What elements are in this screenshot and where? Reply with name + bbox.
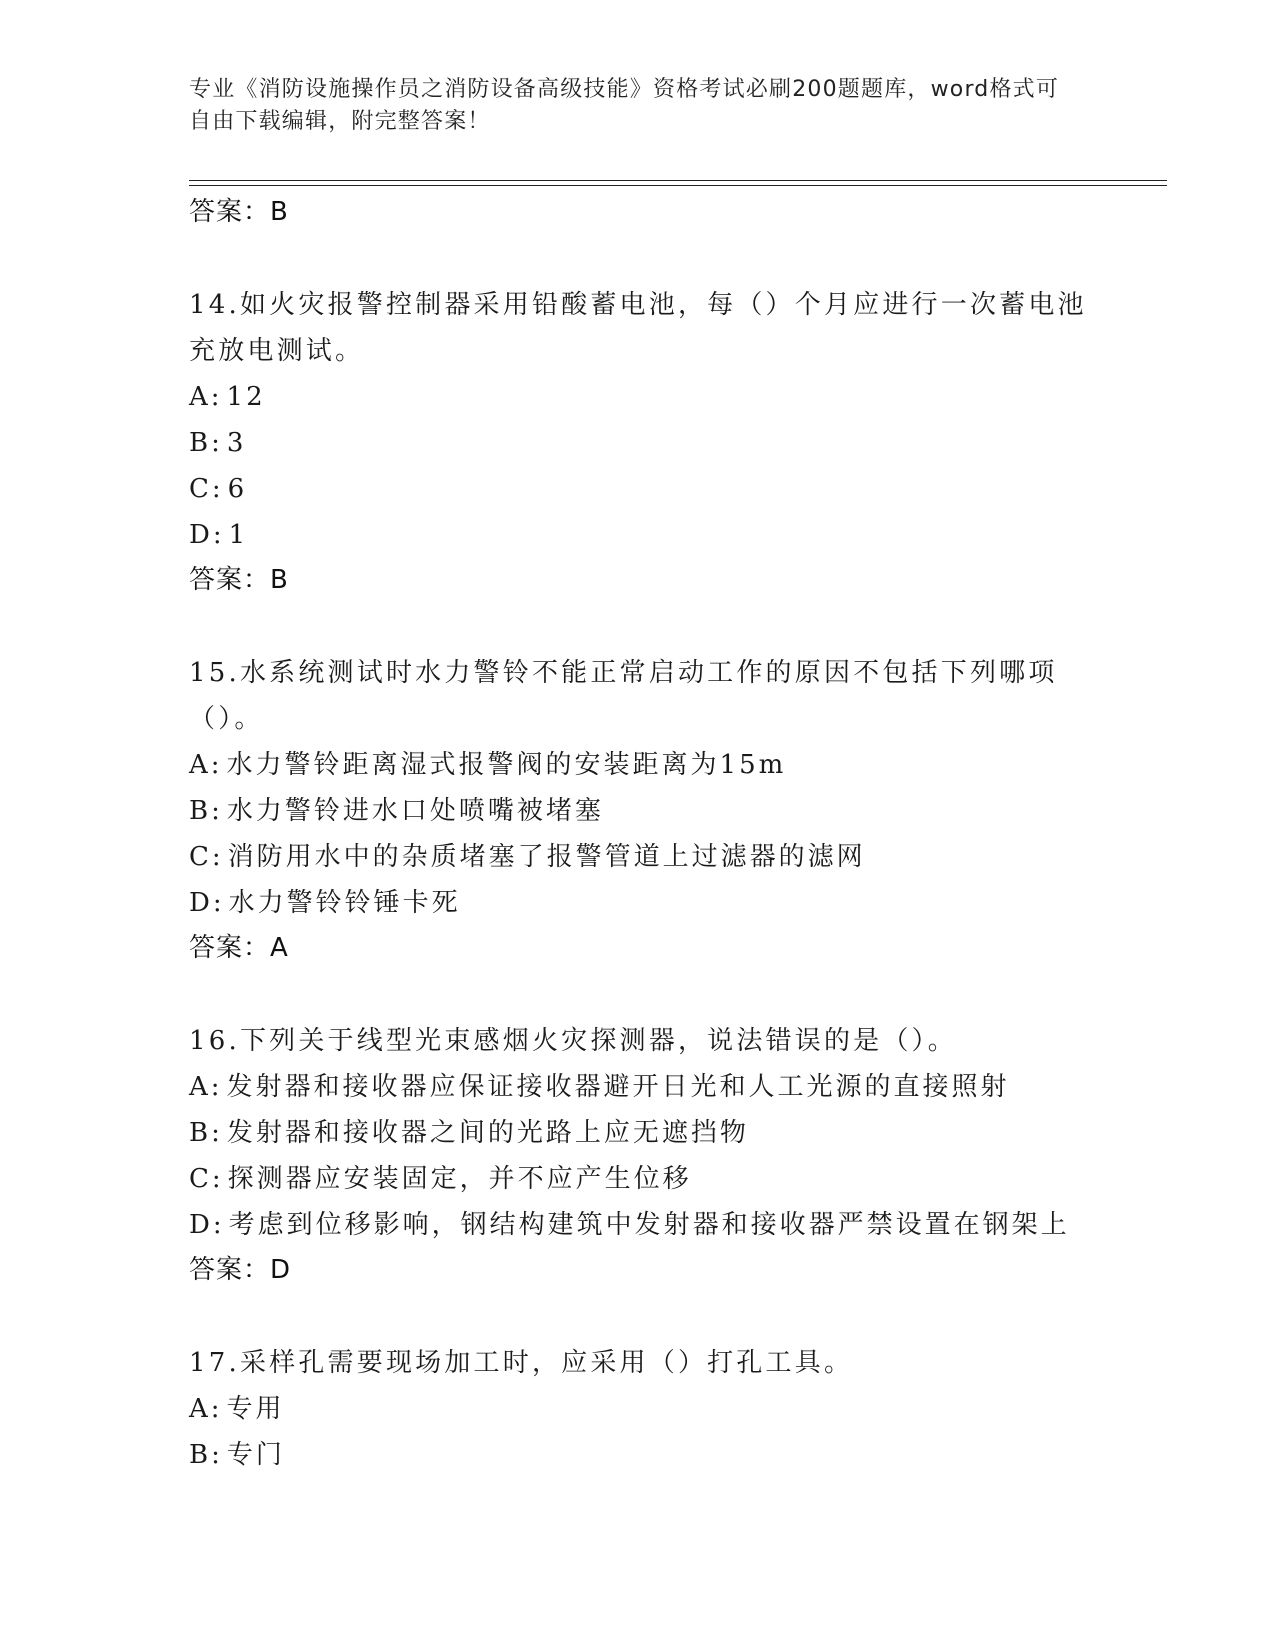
option-letter: D: <box>189 1210 225 1240</box>
question-list <box>189 190 1089 1478</box>
option-text: 考虑到位移影响，钢结构建筑中发射器和接收器严禁设置在钢架上 <box>228 1210 1070 1240</box>
question-stem: 16.下列关于线型光束感烟火灾探测器，说法错误的是（）。 <box>189 1026 957 1056</box>
option-letter: A: <box>189 382 223 412</box>
option-a <box>189 374 1089 420</box>
answer-line: 答案：B <box>189 197 289 227</box>
option-text: 1 <box>228 520 249 550</box>
option-letter: A: <box>189 1072 223 1102</box>
option-text: 消防用水中的杂质堵塞了报警管道上过滤器的滤网 <box>227 842 866 872</box>
option-b <box>189 1110 1089 1156</box>
option-text: 3 <box>226 428 247 458</box>
option-letter: D: <box>189 888 225 918</box>
option-c <box>189 466 1089 512</box>
option-letter: C: <box>189 474 224 504</box>
option-a <box>189 1386 1089 1432</box>
question-stem: 17.采样孔需要现场加工时，应采用（）打孔工具。 <box>189 1348 854 1378</box>
option-text: 探测器应安装固定，并不应产生位移 <box>227 1164 692 1194</box>
question-stem: 14.如火灾报警控制器采用铅酸蓄电池，每（）个月应进行一次蓄电池充放电测试。 <box>189 290 1087 366</box>
option-text: 专门 <box>226 1440 285 1470</box>
option-text: 6 <box>227 474 248 504</box>
option-text: 水力警铃铃锤卡死 <box>228 888 461 918</box>
option-text: 发射器和接收器应保证接收器避开日光和人工光源的直接照射 <box>226 1072 1010 1102</box>
option-letter: C: <box>189 1164 224 1194</box>
option-c <box>189 1156 1089 1202</box>
option-text: 专用 <box>226 1394 285 1424</box>
answer-line: 答案：B <box>189 565 289 595</box>
option-b <box>189 420 1089 466</box>
document-header: 专业《消防设施操作员之消防设备高级技能》资格考试必刷200题题库，word格式可自由下载编辑，附完整答案！ <box>189 77 1060 134</box>
option-text: 水力警铃距离湿式报警阀的安装距离为15m <box>226 750 787 780</box>
option-a <box>189 1064 1089 1110</box>
option-b <box>189 1432 1089 1478</box>
option-b <box>189 788 1089 834</box>
option-c <box>189 834 1089 880</box>
question-block-15 <box>189 650 1089 970</box>
option-text: 水力警铃进水口处喷嘴被堵塞 <box>226 796 604 826</box>
option-a <box>189 742 1089 788</box>
option-letter: A: <box>189 1394 223 1424</box>
option-letter: B: <box>189 428 223 458</box>
option-letter: B: <box>189 1118 223 1148</box>
header-divider-bottom <box>189 185 1167 186</box>
option-letter: B: <box>189 1440 223 1470</box>
question-stem: 15.水系统测试时水力警铃不能正常启动工作的原因不包括下列哪项（）。 <box>189 658 1058 734</box>
option-text: 12 <box>226 382 266 412</box>
option-d <box>189 880 1089 926</box>
question-block-14 <box>189 282 1089 602</box>
option-text: 发射器和接收器之间的光路上应无遮挡物 <box>226 1118 749 1148</box>
option-letter: D: <box>189 520 225 550</box>
option-d <box>189 512 1089 558</box>
option-letter: B: <box>189 796 223 826</box>
question-block-17 <box>189 1340 1089 1478</box>
question-block-16 <box>189 1018 1089 1292</box>
option-letter: C: <box>189 842 224 872</box>
header-divider-top <box>189 180 1167 181</box>
answer-line: 答案：D <box>189 1255 292 1285</box>
option-d <box>189 1202 1089 1248</box>
answer-line: 答案：A <box>189 933 289 963</box>
option-letter: A: <box>189 750 223 780</box>
